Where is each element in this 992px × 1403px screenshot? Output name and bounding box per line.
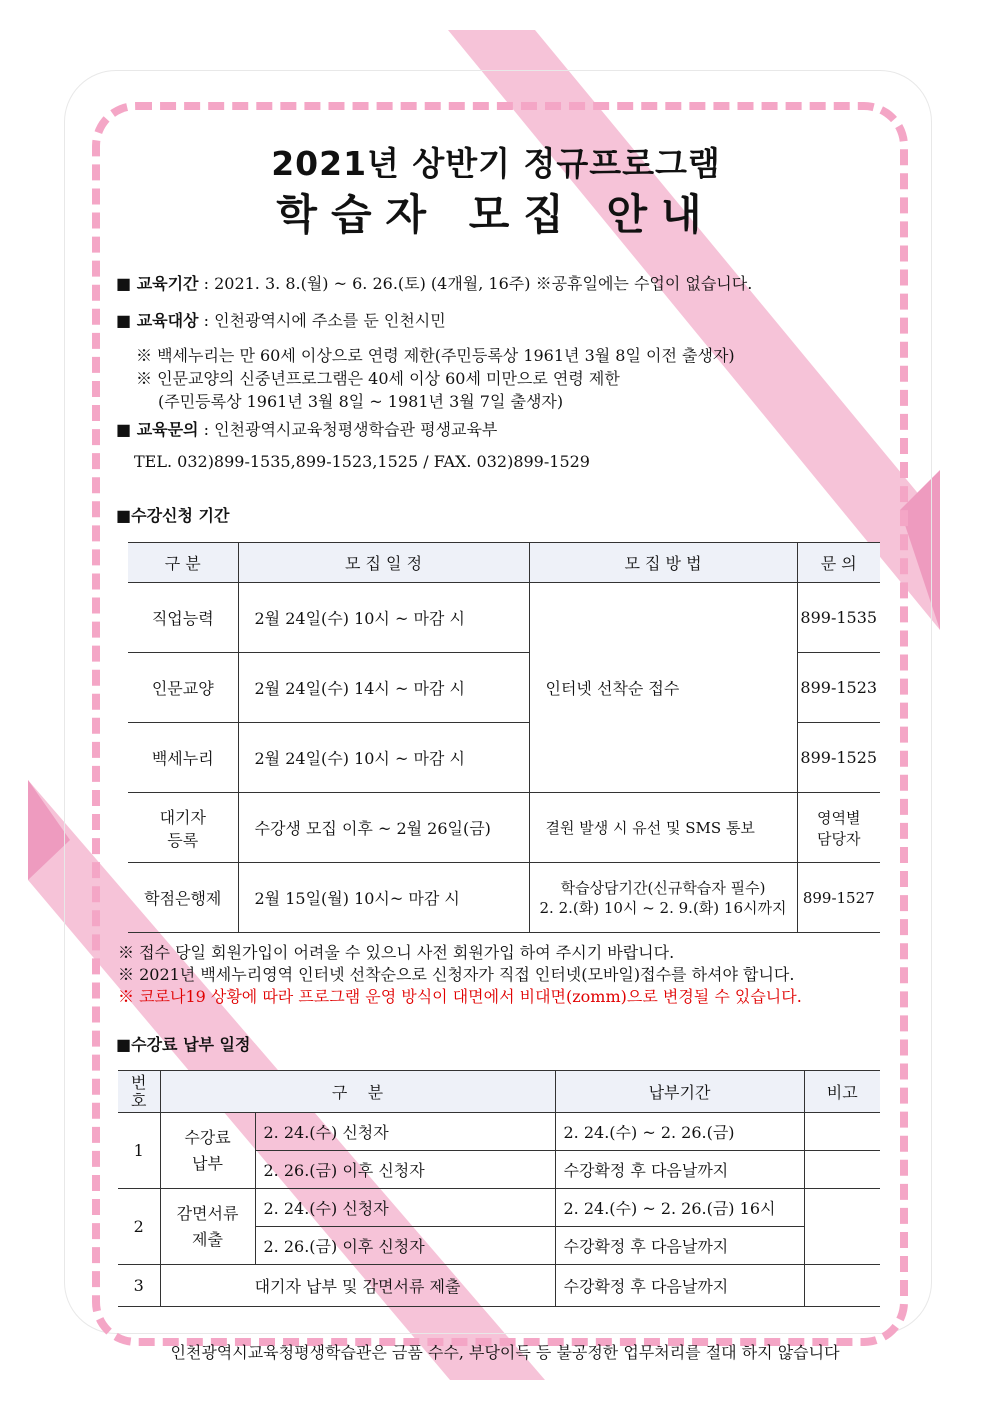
table-row xyxy=(118,1189,880,1227)
section2-title: 수강료 납부 일정 xyxy=(131,1035,251,1054)
target-value: : 인천광역시에 주소를 둔 인천시민 xyxy=(198,311,446,330)
waitlist-category: 대기자 등록 xyxy=(128,793,238,863)
table-row-waitlist xyxy=(128,793,880,863)
group1-sub1: 2. 24.(수) 신청자 xyxy=(255,1113,555,1151)
header-category: 구 분 xyxy=(128,543,238,583)
info-target: ■ 교육대상 : 인천광역시에 주소를 둔 인천시민 xyxy=(116,311,446,330)
footer-notice: 인천광역시교육청평생학습관은 금품 수수, 부당이득 등 불공정한 업무처리를 절대 하지 않습니다 xyxy=(170,1343,840,1362)
credit-schedule: 2월 15일(월) 10시~ 마감 시 xyxy=(238,863,529,933)
table-row xyxy=(128,583,880,653)
table-row xyxy=(118,1265,880,1307)
remark-cell xyxy=(804,1151,880,1189)
contact-label: 교육문의 xyxy=(136,420,199,439)
section2-heading: ■수강료 납부 일정 xyxy=(116,1035,251,1054)
target-note-1: ※ 백세누리는 만 60세 이상으로 연령 제한(주민등록상 1961년 3월 8일 이전 출생자) xyxy=(136,346,735,365)
tel-fax: TEL. 032)899-1535,899-1523,1525 / FAX. 032)899-1529 xyxy=(134,452,590,471)
row-contact: 899-1523 xyxy=(797,653,880,723)
group2-sub2: 2. 26.(금) 이후 신청자 xyxy=(255,1227,555,1265)
table-row xyxy=(118,1113,880,1151)
group2-label: 감면서류 제출 xyxy=(160,1189,255,1265)
group2-period2: 수강확정 후 다음날까지 xyxy=(555,1227,804,1265)
page-title: 학습자 모집 안내 xyxy=(276,190,716,239)
row-schedule: 2월 24일(수) 14시 ~ 마감 시 xyxy=(238,653,529,723)
row-category: 백세누리 xyxy=(128,723,238,793)
target-label: 교육대상 xyxy=(136,311,199,330)
shared-method: 인터넷 선착순 접수 xyxy=(529,583,797,793)
registration-note-2: ※ 2021년 백세누리영역 인터넷 선착순으로 신청자가 직접 인터넷(모바일)접수를 하셔야 합니다. xyxy=(118,965,795,984)
group1-period1: 2. 24.(수) ~ 2. 26.(금) xyxy=(555,1113,804,1151)
row-category: 인문교양 xyxy=(128,653,238,723)
group2-no: 2 xyxy=(118,1189,160,1265)
header-remark: 비고 xyxy=(804,1071,880,1113)
group1-period2: 수강확정 후 다음날까지 xyxy=(555,1151,804,1189)
header-period: 납부기간 xyxy=(555,1071,804,1113)
waitlist-contact: 영역별 담당자 xyxy=(797,793,880,863)
row3-no: 3 xyxy=(118,1265,160,1307)
group2-period1: 2. 24.(수) ~ 2. 26.(금) 16시 xyxy=(555,1189,804,1227)
header-schedule: 모 집 일 정 xyxy=(238,543,529,583)
header-contact: 문 의 xyxy=(797,543,880,583)
row3-period: 수강확정 후 다음날까지 xyxy=(555,1265,804,1307)
header-method: 모 집 방 법 xyxy=(529,543,797,583)
group1-label: 수강료 납부 xyxy=(160,1113,255,1189)
credit-method: 학습상담기간(신규학습자 필수) 2. 2.(화) 10시 ~ 2. 9.(화) 16시까지 xyxy=(529,863,797,933)
payment-table xyxy=(118,1070,880,1307)
header-category: 구 분 xyxy=(160,1071,555,1113)
registration-note-warning: ※ 코로나19 상황에 따라 프로그램 운영 방식이 대면에서 비대면(zomm)으로 변경될 수 있습니다. xyxy=(118,987,802,1006)
target-note-2: ※ 인문교양의 신중년프로그램은 40세 이상 60세 미만으로 연령 제한 xyxy=(136,369,620,388)
contact-value: : 인천광역시교육청평생학습관 평생교육부 xyxy=(198,420,498,439)
table-header-row xyxy=(128,543,880,583)
info-contact: ■ 교육문의 : 인천광역시교육청평생학습관 평생교육부 xyxy=(116,420,498,439)
row-schedule: 2월 24일(수) 10시 ~ 마감 시 xyxy=(238,723,529,793)
remark-cell xyxy=(804,1113,880,1151)
remark-cell xyxy=(804,1265,880,1307)
remark-cell xyxy=(804,1189,880,1265)
page-subtitle: 2021년 상반기 정규프로그램 xyxy=(271,144,721,183)
registration-note-1: ※ 접수 당일 회원가입이 어려울 수 있으니 사전 회원가입 하여 주시기 바랍니다. xyxy=(118,943,675,962)
waitlist-method: 결원 발생 시 유선 및 SMS 통보 xyxy=(529,793,797,863)
waitlist-schedule: 수강생 모집 이후 ~ 2월 26일(금) xyxy=(238,793,529,863)
registration-table xyxy=(128,542,880,933)
row3-label: 대기자 납부 및 감면서류 제출 xyxy=(160,1265,555,1307)
period-value: : 2021. 3. 8.(월) ~ 6. 26.(토) (4개월, 16주) ※공휴일에는 수업이 없습니다. xyxy=(198,274,753,293)
row-schedule: 2월 24일(수) 10시 ~ 마감 시 xyxy=(238,583,529,653)
group2-sub1: 2. 24.(수) 신청자 xyxy=(255,1189,555,1227)
row-contact: 899-1535 xyxy=(797,583,880,653)
group1-sub2: 2. 26.(금) 이후 신청자 xyxy=(255,1151,555,1189)
header-no: 번 호 xyxy=(118,1071,160,1113)
credit-category: 학점은행제 xyxy=(128,863,238,933)
credit-contact: 899-1527 xyxy=(797,863,880,933)
table-row-credit xyxy=(128,863,880,933)
section1-heading: ■수강신청 기간 xyxy=(116,506,230,525)
group1-no: 1 xyxy=(118,1113,160,1189)
target-note-3: (주민등록상 1961년 3월 8일 ~ 1981년 3월 7일 출생자) xyxy=(158,392,564,411)
period-label: 교육기간 xyxy=(136,274,199,293)
section1-title: 수강신청 기간 xyxy=(131,506,230,525)
table-header-row xyxy=(118,1071,880,1113)
info-period: ■ 교육기간 : 2021. 3. 8.(월) ~ 6. 26.(토) (4개월, 16주) ※공휴일에는 수업이 없습니다. xyxy=(116,274,753,293)
row-category: 직업능력 xyxy=(128,583,238,653)
row-contact: 899-1525 xyxy=(797,723,880,793)
